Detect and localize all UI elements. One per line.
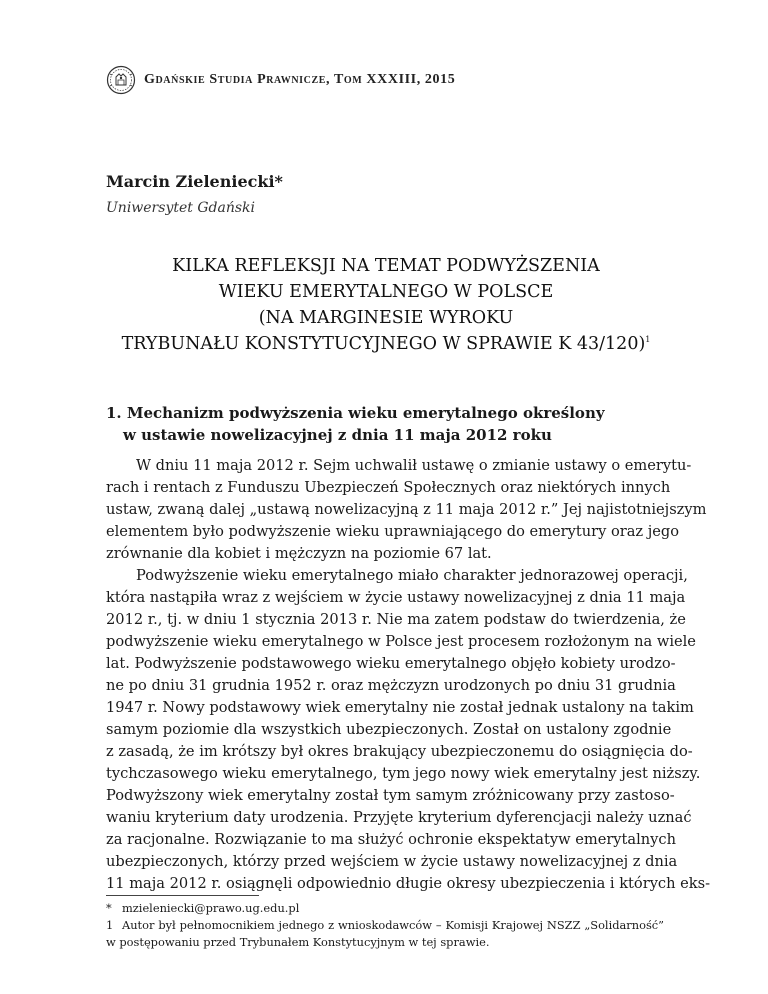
body-line: ustaw, zwaną dalej „ustawą nowelizacyjną z 11 maja 2012 r.” Jej najistotniejszym	[106, 501, 707, 518]
author-name: Marcin Zieleniecki*	[106, 172, 283, 191]
body-line: tychczasowego wieku emerytalnego, tym jego nowy wiek emerytalny jest niższy.	[106, 765, 701, 782]
running-header	[106, 64, 455, 96]
footnote-email	[106, 900, 664, 917]
body-line: podwyższenie wieku emerytalnego w Polsce jest procesem rozłożonym na wiele	[106, 633, 696, 650]
article-title	[106, 253, 666, 357]
body-line: elementem było podwyższenie wieku uprawniającego do emerytury oraz jego	[106, 523, 680, 540]
author-email[interactable]: mzieleniecki@prawo.ug.edu.pl	[122, 901, 300, 915]
title-line-text: TRYBUNAŁU KONSTYTUCYJNEGO W SPRAWIE K 43/120)	[121, 334, 646, 354]
footnote-1	[106, 917, 664, 934]
body-line: W dniu 11 maja 2012 r. Sejm uchwalił ustawę o zmianie ustawy o emerytu-	[136, 457, 692, 474]
university-seal-icon	[106, 65, 136, 95]
body-line: ne po dniu 31 grudnia 1952 r. oraz mężczyzn urodzonych po dniu 31 grudnia	[106, 677, 676, 694]
title-line-last	[106, 331, 666, 357]
body-line: rach i rentach z Funduszu Ubezpieczeń Społecznych oraz niektórych innych	[106, 479, 671, 496]
journal-title: Gdańskie Studia Prawnicze, Tom XXXIII, 2015	[144, 72, 456, 87]
footnote-mark: 1	[106, 918, 114, 932]
title-line: KILKA REFLEKSJI NA TEMAT PODWYŻSZENIA	[172, 256, 600, 276]
body-line: Podwyższony wiek emerytalny został tym samym zróżnicowany przy zastoso-	[106, 787, 675, 804]
title-line: WIEKU EMERYTALNEGO W POLSCE	[218, 282, 554, 302]
title-line: (NA MARGINESIE WYROKU	[258, 308, 514, 328]
body-line: zrównanie dla kobiet i mężczyzn na poziomie 67 lat.	[106, 545, 492, 562]
section-heading-line: 1. Mechanizm podwyższenia wieku emerytalnego określony	[106, 404, 605, 422]
body-line: waniu kryterium daty urodzenia. Przyjęte kryterium dyferencjacji należy uznać	[106, 809, 692, 826]
body-line: lat. Podwyższenie podstawowego wieku emerytalnego objęło kobiety urodzo-	[106, 655, 676, 672]
author-affiliation: Uniwersytet Gdański	[106, 200, 255, 216]
section-heading	[106, 402, 666, 446]
body-line: za racjonalne. Rozwiązanie to ma służyć ochronie ekspektatyw emerytalnych	[106, 831, 676, 848]
footnote-1-continued: w postępowaniu przed Trybunałem Konstytucyjnym w tej sprawie.	[106, 935, 490, 949]
body-line: ubezpieczonych, którzy przed wejściem w życie ustawy nowelizacyjnej z dnia	[106, 853, 678, 870]
section-heading-line: w ustawie nowelizacyjnej z dnia 11 maja 2012 roku	[123, 426, 552, 444]
body-line: z zasadą, że im krótszy był okres brakujący ubezpieczonemu do osiągnięcia do-	[106, 743, 693, 760]
body-text	[106, 455, 711, 895]
body-line: samym poziomie dla wszystkich ubezpieczonych. Został on ustalony zgodnie	[106, 721, 672, 738]
body-line: 2012 r., tj. w dniu 1 stycznia 2013 r. Nie ma zatem podstaw do twierdzenia, że	[106, 611, 686, 628]
title-footnote-mark[interactable]: 1	[645, 335, 651, 345]
body-line: 1947 r. Nowy podstawowy wiek emerytalny nie został jednak ustalony na takim	[106, 699, 694, 716]
footnote-text: Autor był pełnomocnikiem jednego z wnioskodawców – Komisji Krajowej NSZZ „Solidarność”	[122, 918, 664, 932]
footnote-mark: *	[106, 901, 112, 915]
footnote-divider	[106, 895, 259, 896]
body-line: Podwyższenie wieku emerytalnego miało charakter jednorazowej operacji,	[136, 567, 688, 584]
footnotes	[106, 900, 664, 951]
body-line: która nastąpiła wraz z wejściem w życie ustawy nowelizacyjnej z dnia 11 maja	[106, 589, 686, 606]
body-line: 11 maja 2012 r. osiągnęli odpowiednio długie okresy ubezpieczenia i których eks-	[106, 875, 711, 892]
